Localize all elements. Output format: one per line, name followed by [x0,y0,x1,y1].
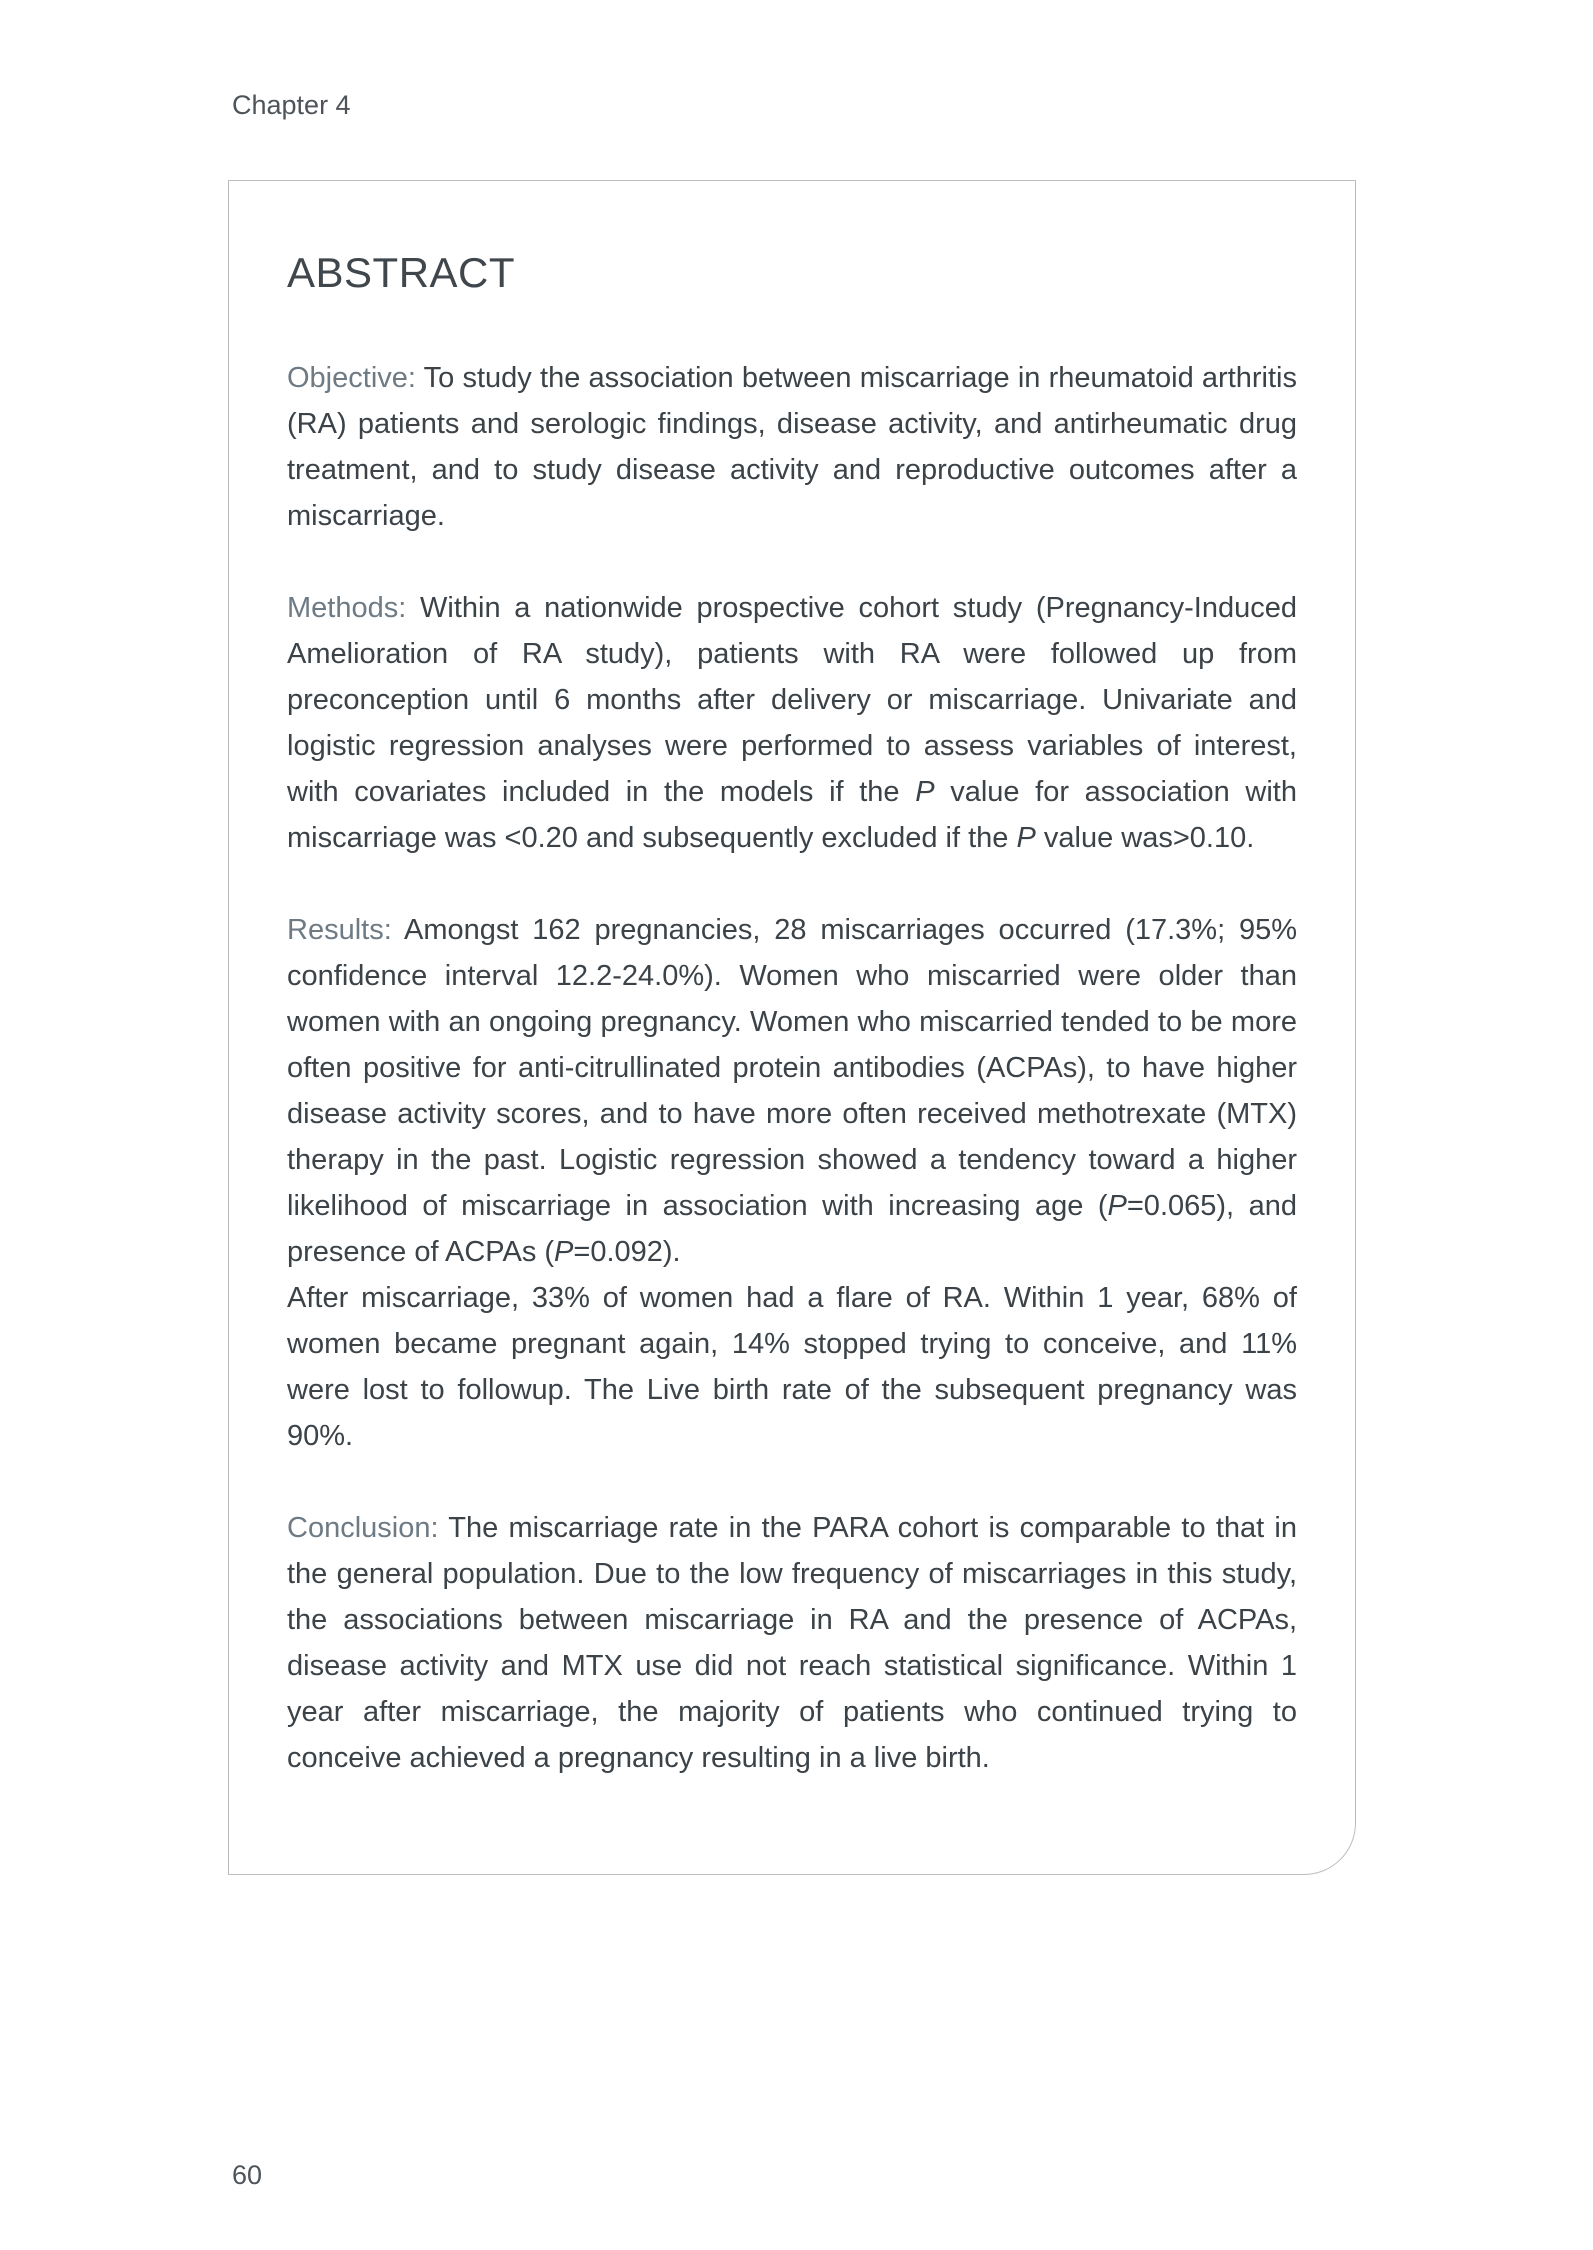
italic-text: P [915,776,935,808]
body-text: Amongst 162 pregnancies, 28 miscarriages occurred (17.3%; 95% confidence interval 12.2-24.0%). Women who miscarried were older than women with an ongoing pregnancy. Women who miscarried tended to be more often positive for anti-citrullinated protein antibodies (ACPAs), to have higher disease activity scores, and to have more often received methotrexate (MTX) therapy in the past. Logistic regression showed a tendency toward a higher likelihood of miscarriage in association with increasing age ( [287,914,1297,1222]
italic-text: P [1107,1190,1127,1222]
abstract-paragraph [287,1505,1297,1781]
chapter-label: Chapter 4 [232,90,351,120]
abstract-section [287,1505,1297,1781]
abstract-paragraph [287,355,1297,539]
body-text: =0.065), and presence of ACPAs ( [287,1190,1297,1268]
section-label: Conclusion: [287,1512,449,1544]
italic-text: P [554,1236,574,1268]
abstract-sections [287,355,1297,1781]
body-text: value was>0.10. [1035,822,1255,854]
abstract-box [228,180,1356,1875]
page-number: 60 [232,2160,263,2190]
abstract-section [287,585,1297,861]
abstract-section [287,355,1297,539]
body-text: The miscarriage rate in the PARA cohort is comparable to that in the general population. Due to the low frequency of miscarriages in this study, the associations between miscarriage in RA and the presence of ACPAs, disease activity and MTX use did not reach statistical significance. Within 1 year after miscarriage, the majority of patients who continued trying to conceive achieved a pregnancy resulting in a live birth. [287,1512,1297,1774]
abstract-paragraph [287,585,1297,861]
body-text: Within a nationwide prospective cohort study (Pregnancy-Induced Amelioration of RA study), patients with RA were followed up from preconception until 6 months after delivery or miscarriage. Univariate and logistic regression analyses were performed to assess variables of interest, with covariates included in the models if the [287,592,1297,808]
abstract-paragraph [287,907,1297,1275]
section-label: Objective: [287,362,424,394]
abstract-paragraph [287,1275,1297,1459]
body-text: =0.092). [573,1236,681,1268]
abstract-section [287,907,1297,1459]
body-text: After miscarriage, 33% of women had a flare of RA. Within 1 year, 68% of women became pregnant again, 14% stopped trying to conceive, and 11% were lost to followup. The Live birth rate of the subsequent pregnancy was 90%. [287,1282,1297,1452]
section-label: Results: [287,914,404,946]
italic-text: P [1016,822,1036,854]
section-label: Methods: [287,592,420,624]
body-text: value for association with miscarriage was <0.20 and subsequently excluded if the [287,776,1297,854]
abstract-title: ABSTRACT [287,249,516,296]
body-text: To study the association between miscarriage in rheumatoid arthritis (RA) patients and serologic findings, disease activity, and antirheumatic drug treatment, and to study disease activity and reproductive outcomes after a miscarriage. [287,362,1297,532]
